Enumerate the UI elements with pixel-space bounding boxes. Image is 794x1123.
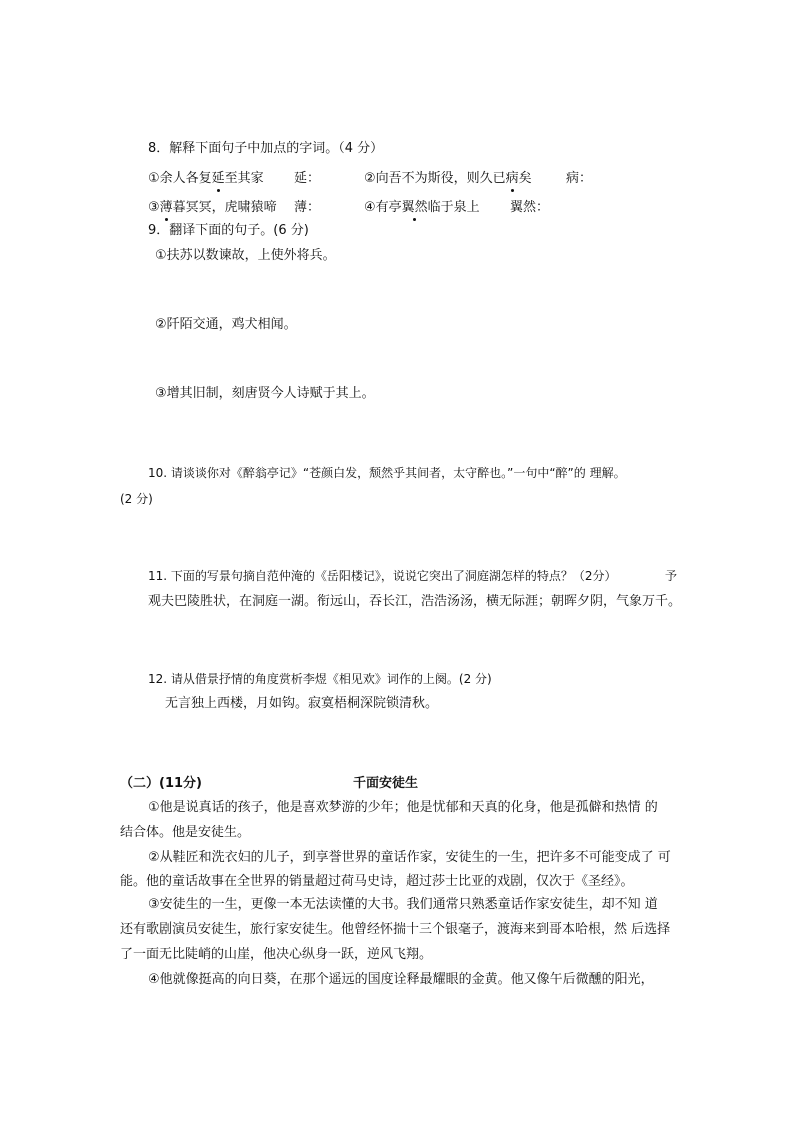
q8-title: 8．解释下面句子中加点的字词。（4 分） (148, 141, 384, 156)
q9-title: 9．翻译下面的句子。(6 分) (148, 223, 309, 238)
q11-line-1-tail: 予 (665, 569, 678, 583)
q8-dotted-word: 薄 (159, 200, 173, 215)
paragraph-3-line-1: ③安徒生的一生，更像一本无法读懂的大书。我们通常只熟悉童话作家安徒生，却不知 道 (148, 897, 658, 912)
q8-item-3: ③薄暮冥冥，虎啸猿啼 (148, 200, 277, 215)
q9-sentence-3: ③增其旧制，刻唐贤今人诗赋于其上。 (155, 386, 375, 401)
q8-item-4: ④有亭翼然临于泉上 (364, 200, 480, 215)
q10-line-2: (2 分) (120, 492, 153, 506)
q9-sentence-1: ①扶苏以数谏故，上使外将兵。 (155, 248, 336, 263)
q8-answer-key-2: 病： (566, 171, 593, 186)
q8-answer-key-3: 薄： (294, 200, 321, 215)
paragraph-1-line-2: 结合体。他是安徒生。 (120, 825, 251, 840)
paragraph-4-line-1: ④他就像挺高的向日葵，在那个遥远的国度诠释最耀眼的金黄。他又像午后微醺的阳光， (148, 972, 654, 987)
q11-line-1: 11. 下面的写景句摘自范仲淹的《岳阳楼记》，说说它突出了洞庭湖怎样的特点？（2分） (148, 569, 617, 583)
paragraph-1-line-1: ①他是说真话的孩子，他是喜欢梦游的少年；他是忧郁和天真的化身，他是孤僻和热情 的 (148, 800, 658, 815)
paragraph-2-line-1: ②从鞋匠和洗衣妇的儿子，到享誉世界的童话作家，安徒生的一生，把许多不可能变成了 可 (148, 850, 671, 865)
q8-dotted-word: 病 (505, 171, 519, 186)
q8-item-1: ①余人各复延至其家 (148, 171, 264, 186)
q9-sentence-2: ②阡陌交通，鸡犬相闻。 (155, 317, 297, 332)
q12-title: 12. 请从借景抒情的角度赏析李煜《相见欢》词作的上阕。(2 分) (148, 672, 492, 686)
q8-item-2: ②向吾不为斯役，则久已病矣 (364, 171, 532, 186)
section-label: （二）(11分) (120, 776, 202, 791)
q11-line-2: 观夫巴陵胜状，在洞庭一湖。衔远山，吞长江，浩浩汤汤，横无际涯；朝晖夕阴，气象万千。 (148, 594, 682, 609)
paragraph-3-line-3: 了一面无比陡峭的山崖，他决心纵身一跃，逆风飞翔。 (120, 947, 433, 962)
paragraph-2-line-2: 能。他的童话故事在全世界的销量超过荷马史诗，超过莎士比亚的戏剧，仅次于《圣经》。 (120, 874, 634, 889)
q8-answer-key-4: 翼然： (510, 200, 550, 215)
q10-line-1: 10. 请谈谈你对《醉翁亭记》“苍颜白发，颓然乎其间者，太守醉也。”一句中“醉”的 理解。 (148, 466, 626, 480)
q8-dotted-word: 延 (211, 171, 225, 186)
q8-dotted-word: 翼然 (401, 200, 428, 215)
q12-poem: 无言独上西楼，月如钩。寂寞梧桐深院锁清秋。 (165, 696, 439, 711)
article-title: 千面安徒生 (353, 776, 419, 791)
q8-answer-key-1: 延： (294, 171, 321, 186)
paragraph-3-line-2: 还有歌剧演员安徒生，旅行家安徒生。他曾经怀揣十三个银毫子，渡海来到哥本哈根，然 后选择 (120, 922, 671, 937)
